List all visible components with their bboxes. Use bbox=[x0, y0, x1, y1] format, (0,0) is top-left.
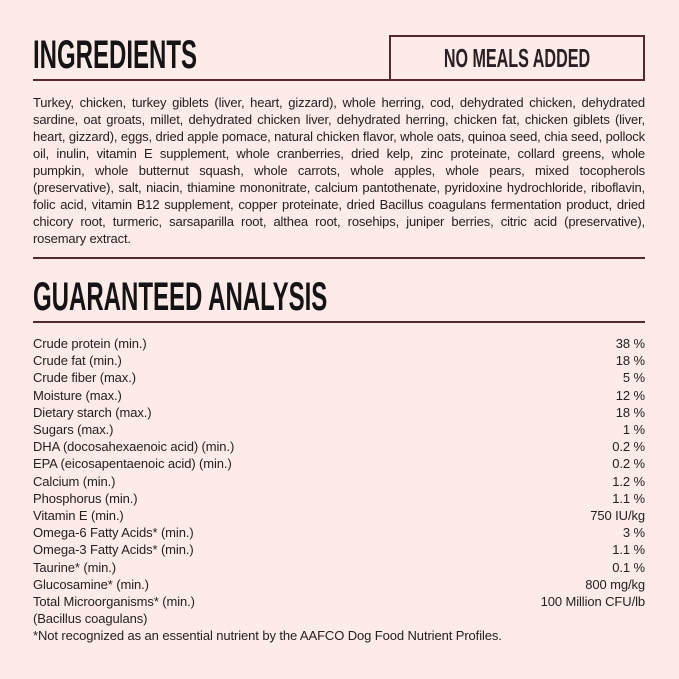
analysis-row-label: Total Microorganisms* (min.) bbox=[33, 594, 195, 610]
section-divider bbox=[33, 257, 645, 259]
ingredients-title: INGREDIENTS bbox=[33, 33, 198, 77]
analysis-row bbox=[33, 369, 645, 386]
analysis-row bbox=[33, 541, 645, 558]
ingredients-list-text: Turkey, chicken, turkey giblets (liver, heart, gizzard), whole herring, cod, dehydrated chicken, dehydrated sardine, oat groats, millet, dehydrated chicken liver, dehydrated herring, chicken fat, chicken giblets (liver, heart, gizzard), eggs, dried apple pomace, natural chicken flavor, whole oats, quinoa seed, chia seed, pollock oil, inulin, vitamin E supplement, whole cranberries, dried kelp, zinc proteinate, collard greens, whole pumpkin, whole butternut squash, whole carrots, whole apples, whole pears, mixed tocopherols (preservative), salt, niacin, thiamine mononitrate, calcium pantothenate, pyridoxine hydrochloride, riboflavin, folic acid, vitamin B12 supplement, copper proteinate, dried Bacillus coagulans fermentation product, dried chicory root, turmeric, sarsaparilla root, althea root, rosehips, juniper berries, citric acid (preservative), rosemary extract. bbox=[33, 95, 645, 246]
analysis-row-value: 5 % bbox=[622, 370, 645, 386]
analysis-row-label: Moisture (max.) bbox=[33, 387, 122, 403]
analysis-row bbox=[33, 610, 645, 627]
analysis-row-value: 38 % bbox=[615, 336, 645, 351]
analysis-row-value: 750 IU/kg bbox=[590, 508, 645, 524]
analysis-row-label: Phosphorus (min.) bbox=[33, 490, 138, 506]
analysis-row-label: DHA (docosahexaenoic acid) (min.) bbox=[33, 439, 235, 455]
aafco-footnote: *Not recognized as an essential nutrient by the AAFCO Dog Food Nutrient Profiles. bbox=[33, 628, 502, 644]
analysis-row-label: Taurine* (min.) bbox=[33, 559, 117, 575]
analysis-row-value: 18 % bbox=[615, 404, 645, 420]
analysis-row bbox=[33, 455, 645, 472]
analysis-row-value: 0.2 % bbox=[612, 439, 645, 455]
analysis-row bbox=[33, 335, 645, 352]
analysis-row bbox=[33, 507, 645, 524]
ingredients-header bbox=[33, 34, 645, 81]
analysis-row-value: 0.2 % bbox=[612, 456, 645, 472]
analysis-row bbox=[33, 421, 645, 438]
analysis-row-label: Sugars (max.) bbox=[33, 422, 114, 438]
analysis-row bbox=[33, 559, 645, 576]
analysis-row bbox=[33, 352, 645, 369]
analysis-row bbox=[33, 404, 645, 421]
analysis-row bbox=[33, 473, 645, 490]
guaranteed-analysis-title: GUARANTEED ANALYSIS bbox=[33, 275, 328, 319]
analysis-row-value: 100 Million CFU/lb bbox=[540, 594, 645, 610]
analysis-row-value: 1.1 % bbox=[612, 490, 645, 506]
analysis-row bbox=[33, 576, 645, 593]
analysis-row bbox=[33, 490, 645, 507]
analysis-row-label: Calcium (min.) bbox=[33, 473, 116, 489]
analysis-row-value: 3 % bbox=[622, 525, 645, 541]
analysis-row-label: Omega-6 Fatty Acids* (min.) bbox=[33, 525, 194, 541]
analysis-row-label: EPA (eicosapentaenoic acid) (min.) bbox=[33, 456, 232, 472]
analysis-row-value: 12 % bbox=[615, 387, 645, 403]
guaranteed-analysis-header bbox=[33, 269, 645, 323]
analysis-row-value: 1.2 % bbox=[612, 473, 645, 489]
analysis-row-label: Crude protein (min.) bbox=[33, 336, 147, 351]
analysis-row-label: Crude fiber (max.) bbox=[33, 370, 136, 386]
analysis-row bbox=[33, 438, 645, 455]
analysis-row-label: Omega-3 Fatty Acids* (min.) bbox=[33, 542, 194, 558]
analysis-row-label: Crude fat (min.) bbox=[33, 353, 122, 369]
analysis-row bbox=[33, 593, 645, 610]
no-meals-added-badge bbox=[389, 35, 645, 81]
analysis-row-value: 800 mg/kg bbox=[585, 576, 645, 592]
analysis-row-value: 0.1 % bbox=[612, 559, 645, 575]
no-meals-added-label: NO MEALS ADDED bbox=[443, 43, 591, 73]
analysis-row-label: Dietary starch (max.) bbox=[33, 404, 152, 420]
label-content bbox=[33, 34, 645, 645]
analysis-row-label: Vitamin E (min.) bbox=[33, 508, 124, 524]
analysis-row-label: Glucosamine* (min.) bbox=[33, 576, 149, 592]
analysis-row-value: 1 % bbox=[622, 422, 645, 438]
analysis-row-value: 1.1 % bbox=[612, 542, 645, 558]
analysis-row bbox=[33, 524, 645, 541]
guaranteed-analysis-table bbox=[33, 335, 645, 627]
analysis-row bbox=[33, 387, 645, 404]
analysis-row-value: 18 % bbox=[615, 353, 645, 369]
analysis-row-label: (Bacillus coagulans) bbox=[33, 611, 148, 627]
